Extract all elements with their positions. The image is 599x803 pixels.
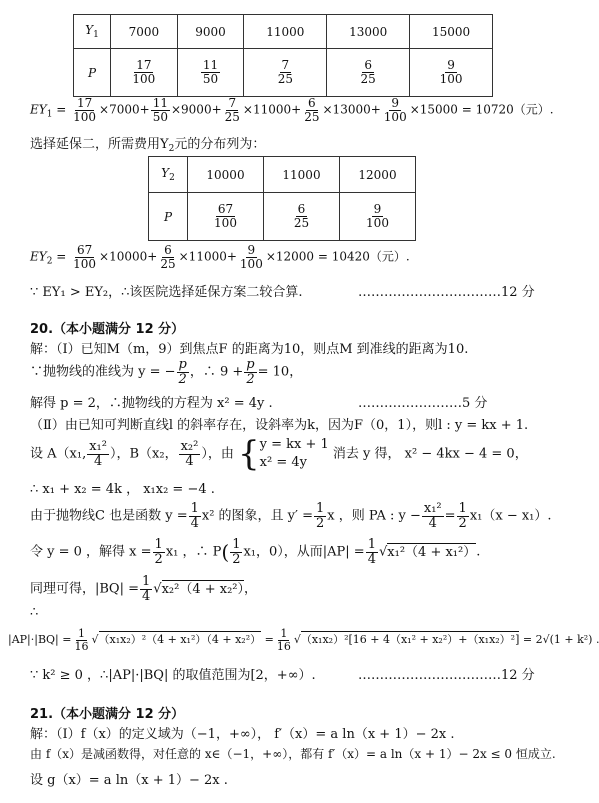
table2-row-label-p: P [149, 193, 188, 241]
q20-line10: ∴ [30, 605, 39, 620]
table1-prob: $\frac{9}{100}$ [410, 49, 493, 97]
choose-plan2-line: 选择延保二，所需费用$Y_2$元的分布列为： [30, 137, 266, 154]
score-marker: ……………………………12 分 [358, 285, 535, 300]
q20-line9: 同理可得，|BQ| = $\frac{1}{4}$ √x₂²（4 + x₂²）， [30, 574, 258, 604]
table1-value: 13000 [327, 15, 410, 49]
q20-line7: 由于抛物线C 也是函数 y = $\frac{1}{4}$ x² 的图象，且 y′ = $\frac{1}{2}$ x ，则 PA : y − $\frac{\text{x₁²}}{4}$ = $\frac{1}{2}$ x₁（x − x₁）. [30, 501, 552, 531]
q20-line11: |AP|·|BQ| = $\frac{1}{16}$ √（x₁x₂）²（4 + x₁²）（4 + x₂²） = $\frac{1}{16}$ √（x₁x₂）²[16 + 4（x₁² + x₂²）+（x₁x₂）²] = 2√(1 + k²) . [8, 627, 599, 653]
q20-line8: 令 y = 0 ，解得 x = $\frac{1}{2}$ x₁ ，∴ P( $\frac{1}{2}$ x₁，0），从而|AP| = $\frac{1}{4}$ √x₁²（4 + x₁²）. [30, 537, 481, 567]
q20-title: 20.（本小题满分 12 分） [30, 322, 185, 337]
q20-line6: ∴ x₁ + x₂ = 4k ， x₁x₂ = −4 . [30, 482, 215, 497]
table1-row-label-p: P [74, 49, 111, 97]
equation-system: y = kx + 1 x² = 4y [259, 437, 329, 471]
score-marker: ……………………5 分 [358, 396, 488, 411]
table2-prob: $\frac{67}{100}$ [188, 193, 264, 241]
table2-value: 12000 [340, 157, 416, 193]
q20-line12: ∵ k² ≥ 0 ，∴|AP|·|BQ| 的取值范围为[2，+∞）. [30, 668, 316, 683]
q20-line1: 解：（Ⅰ）已知M（m，9）到焦点F 的距离为10，则点M 到准线的距离为10. [30, 342, 469, 357]
q21-line1: 解：（Ⅰ）f（x）的定义域为（−1，+∞）， f′（x）= a ln（x + 1）− 2x . [30, 727, 455, 742]
table1-prob: $\frac{17}{100}$ [111, 49, 178, 97]
table2-prob: $\frac{9}{100}$ [340, 193, 416, 241]
system-brace: { [238, 434, 260, 475]
table1-prob: $\frac{6}{25}$ [327, 49, 410, 97]
table2-row-label-y: $Y_2$ [149, 157, 188, 193]
conclusion-line: ∵ EY₁ > EY₂，∴该医院选择延保方案二较合算. [30, 285, 303, 300]
table1-value: 15000 [410, 15, 493, 49]
table2-value: 11000 [264, 157, 340, 193]
table2-prob: $\frac{6}{25}$ [264, 193, 340, 241]
table2-value: 10000 [188, 157, 264, 193]
q20-line4: （Ⅱ）由已知可判断直线l 的斜率存在，设斜率为k，因为F（0，1），则l : y = kx + 1. [30, 418, 529, 433]
table1-value: 11000 [244, 15, 327, 49]
q20-line2: ∵抛物线的准线为 y = − $\frac{p}{2}$ ，∴ 9 + $\frac{p}{2}$ = 10， [30, 357, 303, 387]
table1-value: 7000 [111, 15, 178, 49]
q21-title: 21.（本小题满分 12 分） [30, 707, 185, 722]
distribution-table-y2 [148, 156, 416, 241]
table1-row-label-y: $Y_1$ [74, 15, 111, 49]
score-marker: ……………………………12 分 [358, 668, 535, 683]
q20-line5: 设 A（x₁, $\frac{\text{x₁²}}{4}$ ），B（x₂， $\frac{\text{x₂²}}{4}$ ），由 { y = kx + 1 x² = 4y 消去 y 得， x² − 4kx − 4 = 0， [30, 434, 528, 475]
ey1-equation: $EY_1$ = $\frac{17}{100}$ ×7000+ $\frac{11}{50}$ ×9000+ $\frac{7}{25}$ ×11000+ $\frac{6}{25}$ ×13000+ $\frac{9}{100}$ ×15000 = 10720（元）. [30, 96, 554, 124]
distribution-table-y1 [73, 14, 493, 97]
table1-value: 9000 [177, 15, 244, 49]
q20-line3: 解得 p = 2，∴抛物线的方程为 x² = 4y . [30, 396, 273, 411]
ey2-equation: $EY_2$ = $\frac{67}{100}$ ×10000+ $\frac{6}{25}$ ×11000+ $\frac{9}{100}$ ×12000 = 10420（元）. [30, 243, 410, 271]
q21-line2: 由 f（x）是减函数得，对任意的 x∈（−1，+∞），都有 f′（x）= a ln（x + 1）− 2x ≤ 0 恒成立. [30, 747, 556, 761]
table1-prob: $\frac{11}{50}$ [177, 49, 244, 97]
q21-line3: 设 g（x）= a ln（x + 1）− 2x . [30, 773, 228, 788]
table1-prob: $\frac{7}{25}$ [244, 49, 327, 97]
